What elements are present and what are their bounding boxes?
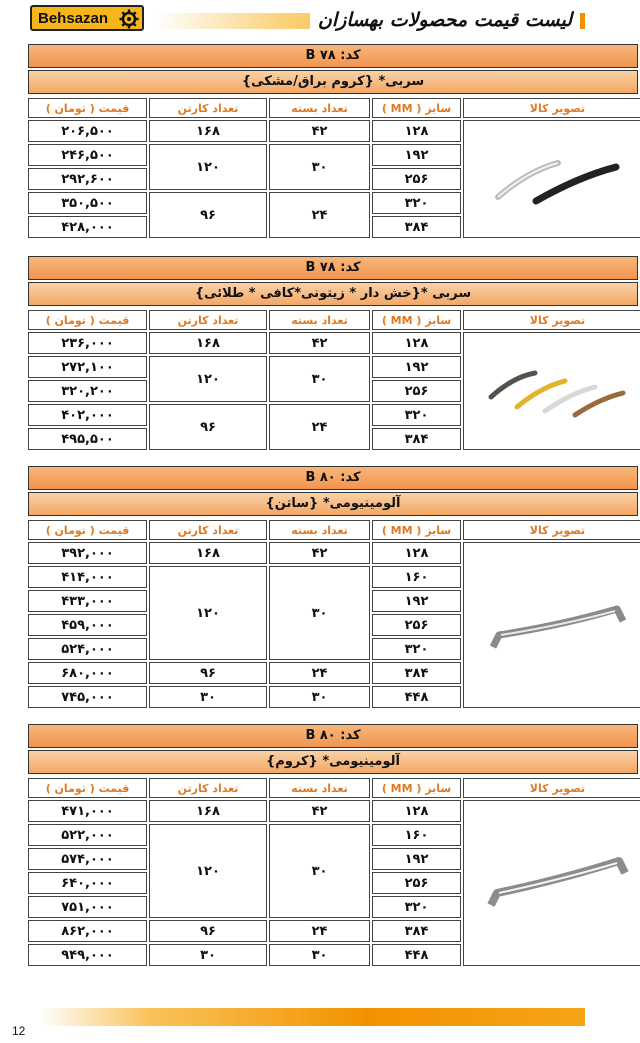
size-cell: ۱۶۰	[372, 824, 461, 846]
column-header-pack: تعداد بسته	[269, 310, 370, 330]
column-header-pack: تعداد بسته	[269, 520, 370, 540]
price-table	[26, 96, 640, 240]
product-code-bar: کد: B ۸۰	[28, 466, 638, 490]
size-cell: ۱۹۲	[372, 356, 461, 378]
column-header-image: تصویر کالا	[463, 778, 640, 798]
pack-count-cell: ۳۰	[269, 356, 370, 402]
product-code-bar: کد: B ۷۸	[28, 44, 638, 68]
size-cell: ۱۲۸	[372, 542, 461, 564]
carton-count-cell: ۱۶۸	[149, 542, 267, 564]
gear-logo-icon	[119, 9, 139, 29]
size-cell: ۳۲۰	[372, 638, 461, 660]
handle-set-four-finishes-icon	[464, 361, 640, 421]
size-cell: ۴۴۸	[372, 944, 461, 966]
price-cell: ۹۴۹,۰۰۰	[28, 944, 147, 966]
size-cell: ۳۸۴	[372, 216, 461, 238]
product-table-1	[28, 44, 638, 240]
price-cell: ۵۲۲,۰۰۰	[28, 824, 147, 846]
pack-count-cell: ۳۰	[269, 686, 370, 708]
product-image-cell	[463, 542, 640, 708]
carton-count-cell: ۱۶۸	[149, 800, 267, 822]
column-header-carton: تعداد کارتن	[149, 520, 267, 540]
pack-count-cell: ۴۲	[269, 800, 370, 822]
column-header-price: قیمت ( تومان )	[28, 98, 147, 118]
price-table	[26, 308, 640, 452]
price-cell: ۲۷۲,۱۰۰	[28, 356, 147, 378]
page-title: لیست قیمت محصولات بهسازان	[310, 5, 580, 35]
carton-count-cell: ۱۶۸	[149, 120, 267, 142]
column-header-price: قیمت ( تومان )	[28, 778, 147, 798]
size-cell: ۳۲۰	[372, 192, 461, 214]
table-row	[28, 542, 640, 564]
pack-count-cell: ۳۰	[269, 566, 370, 660]
pack-count-cell: ۳۰	[269, 824, 370, 918]
size-cell: ۱۲۸	[372, 332, 461, 354]
product-code-bar: کد: B ۷۸	[28, 256, 638, 280]
carton-count-cell: ۹۶	[149, 192, 267, 238]
price-cell: ۴۲۸,۰۰۰	[28, 216, 147, 238]
product-image-cell	[463, 800, 640, 966]
price-cell: ۴۵۹,۰۰۰	[28, 614, 147, 636]
product-name-bar: سربی *{خش دار * زیتونی*کافی * طلائی}	[28, 282, 638, 306]
price-cell: ۴۷۱,۰۰۰	[28, 800, 147, 822]
handle-pair-chrome-black-icon	[464, 149, 640, 209]
column-header-size: سایز ( MM )	[372, 310, 461, 330]
page-header	[0, 0, 640, 42]
size-cell: ۴۴۸	[372, 686, 461, 708]
price-cell: ۳۲۰,۲۰۰	[28, 380, 147, 402]
size-cell: ۲۵۶	[372, 614, 461, 636]
size-cell: ۱۹۲	[372, 848, 461, 870]
product-table-4	[28, 724, 638, 968]
pack-count-cell: ۴۲	[269, 120, 370, 142]
column-header-size: سایز ( MM )	[372, 98, 461, 118]
table-row	[28, 120, 640, 142]
carton-count-cell: ۳۰	[149, 944, 267, 966]
pack-count-cell: ۳۰	[269, 144, 370, 190]
price-cell: ۳۵۰,۵۰۰	[28, 192, 147, 214]
price-cell: ۴۱۴,۰۰۰	[28, 566, 147, 588]
price-cell: ۵۷۴,۰۰۰	[28, 848, 147, 870]
size-cell: ۱۹۲	[372, 590, 461, 612]
table-header-row	[28, 778, 640, 798]
price-cell: ۲۴۶,۵۰۰	[28, 144, 147, 166]
product-name-bar: آلومینیومی* {کروم}	[28, 750, 638, 774]
price-cell: ۴۹۵,۵۰۰	[28, 428, 147, 450]
product-name-bar: سربی* {کروم براق/مشکی}	[28, 70, 638, 94]
carton-count-cell: ۹۶	[149, 404, 267, 450]
carton-count-cell: ۱۶۸	[149, 332, 267, 354]
product-name-bar: آلومینیومی* {ساتن}	[28, 492, 638, 516]
pack-count-cell: ۳۰	[269, 944, 370, 966]
column-header-carton: تعداد کارتن	[149, 778, 267, 798]
carton-count-cell: ۱۲۰	[149, 356, 267, 402]
pack-count-cell: ۴۲	[269, 542, 370, 564]
handle-aluminium-chrome-icon	[464, 843, 640, 923]
table-row	[28, 332, 640, 354]
product-image-cell	[463, 332, 640, 450]
column-header-carton: تعداد کارتن	[149, 310, 267, 330]
table-row	[28, 800, 640, 822]
size-cell: ۱۲۸	[372, 120, 461, 142]
column-header-image: تصویر کالا	[463, 98, 640, 118]
price-cell: ۶۸۰,۰۰۰	[28, 662, 147, 684]
price-cell: ۲۹۲,۶۰۰	[28, 168, 147, 190]
pack-count-cell: ۲۴	[269, 662, 370, 684]
logo-text: Behsazan	[38, 9, 109, 27]
footer-accent-bar	[40, 1008, 585, 1026]
pack-count-cell: ۲۴	[269, 192, 370, 238]
pack-count-cell: ۲۴	[269, 404, 370, 450]
price-cell: ۳۹۲,۰۰۰	[28, 542, 147, 564]
column-header-pack: تعداد بسته	[269, 778, 370, 798]
size-cell: ۳۸۴	[372, 428, 461, 450]
column-header-carton: تعداد کارتن	[149, 98, 267, 118]
page-number: 12	[12, 1024, 26, 1038]
column-header-pack: تعداد بسته	[269, 98, 370, 118]
price-cell: ۴۳۳,۰۰۰	[28, 590, 147, 612]
pack-count-cell: ۴۲	[269, 332, 370, 354]
table-header-row	[28, 520, 640, 540]
size-cell: ۳۲۰	[372, 896, 461, 918]
pack-count-cell: ۲۴	[269, 920, 370, 942]
column-header-size: سایز ( MM )	[372, 778, 461, 798]
price-cell: ۸۶۲,۰۰۰	[28, 920, 147, 942]
size-cell: ۳۲۰	[372, 404, 461, 426]
size-cell: ۲۵۶	[372, 872, 461, 894]
table-header-row	[28, 98, 640, 118]
column-header-size: سایز ( MM )	[372, 520, 461, 540]
product-table-3	[28, 466, 638, 710]
table-header-row	[28, 310, 640, 330]
price-cell: ۶۴۰,۰۰۰	[28, 872, 147, 894]
size-cell: ۱۲۸	[372, 800, 461, 822]
size-cell: ۲۵۶	[372, 168, 461, 190]
column-header-image: تصویر کالا	[463, 310, 640, 330]
product-code-bar: کد: B ۸۰	[28, 724, 638, 748]
price-table	[26, 518, 640, 710]
size-cell: ۳۸۴	[372, 920, 461, 942]
price-cell: ۷۴۵,۰۰۰	[28, 686, 147, 708]
size-cell: ۱۶۰	[372, 566, 461, 588]
price-cell: ۵۲۴,۰۰۰	[28, 638, 147, 660]
price-table	[26, 776, 640, 968]
price-cell: ۷۵۱,۰۰۰	[28, 896, 147, 918]
size-cell: ۳۸۴	[372, 662, 461, 684]
column-header-price: قیمت ( تومان )	[28, 310, 147, 330]
carton-count-cell: ۱۲۰	[149, 566, 267, 660]
price-cell: ۴۰۲,۰۰۰	[28, 404, 147, 426]
carton-count-cell: ۱۲۰	[149, 824, 267, 918]
handle-aluminium-satin-icon	[464, 595, 640, 655]
size-cell: ۱۹۲	[372, 144, 461, 166]
product-table-2	[28, 256, 638, 452]
column-header-price: قیمت ( تومان )	[28, 520, 147, 540]
carton-count-cell: ۳۰	[149, 686, 267, 708]
carton-count-cell: ۹۶	[149, 920, 267, 942]
carton-count-cell: ۹۶	[149, 662, 267, 684]
brand-logo	[30, 5, 144, 31]
product-image-cell	[463, 120, 640, 238]
carton-count-cell: ۱۲۰	[149, 144, 267, 190]
price-cell: ۲۰۶,۵۰۰	[28, 120, 147, 142]
price-cell: ۲۳۶,۰۰۰	[28, 332, 147, 354]
column-header-image: تصویر کالا	[463, 520, 640, 540]
size-cell: ۲۵۶	[372, 380, 461, 402]
